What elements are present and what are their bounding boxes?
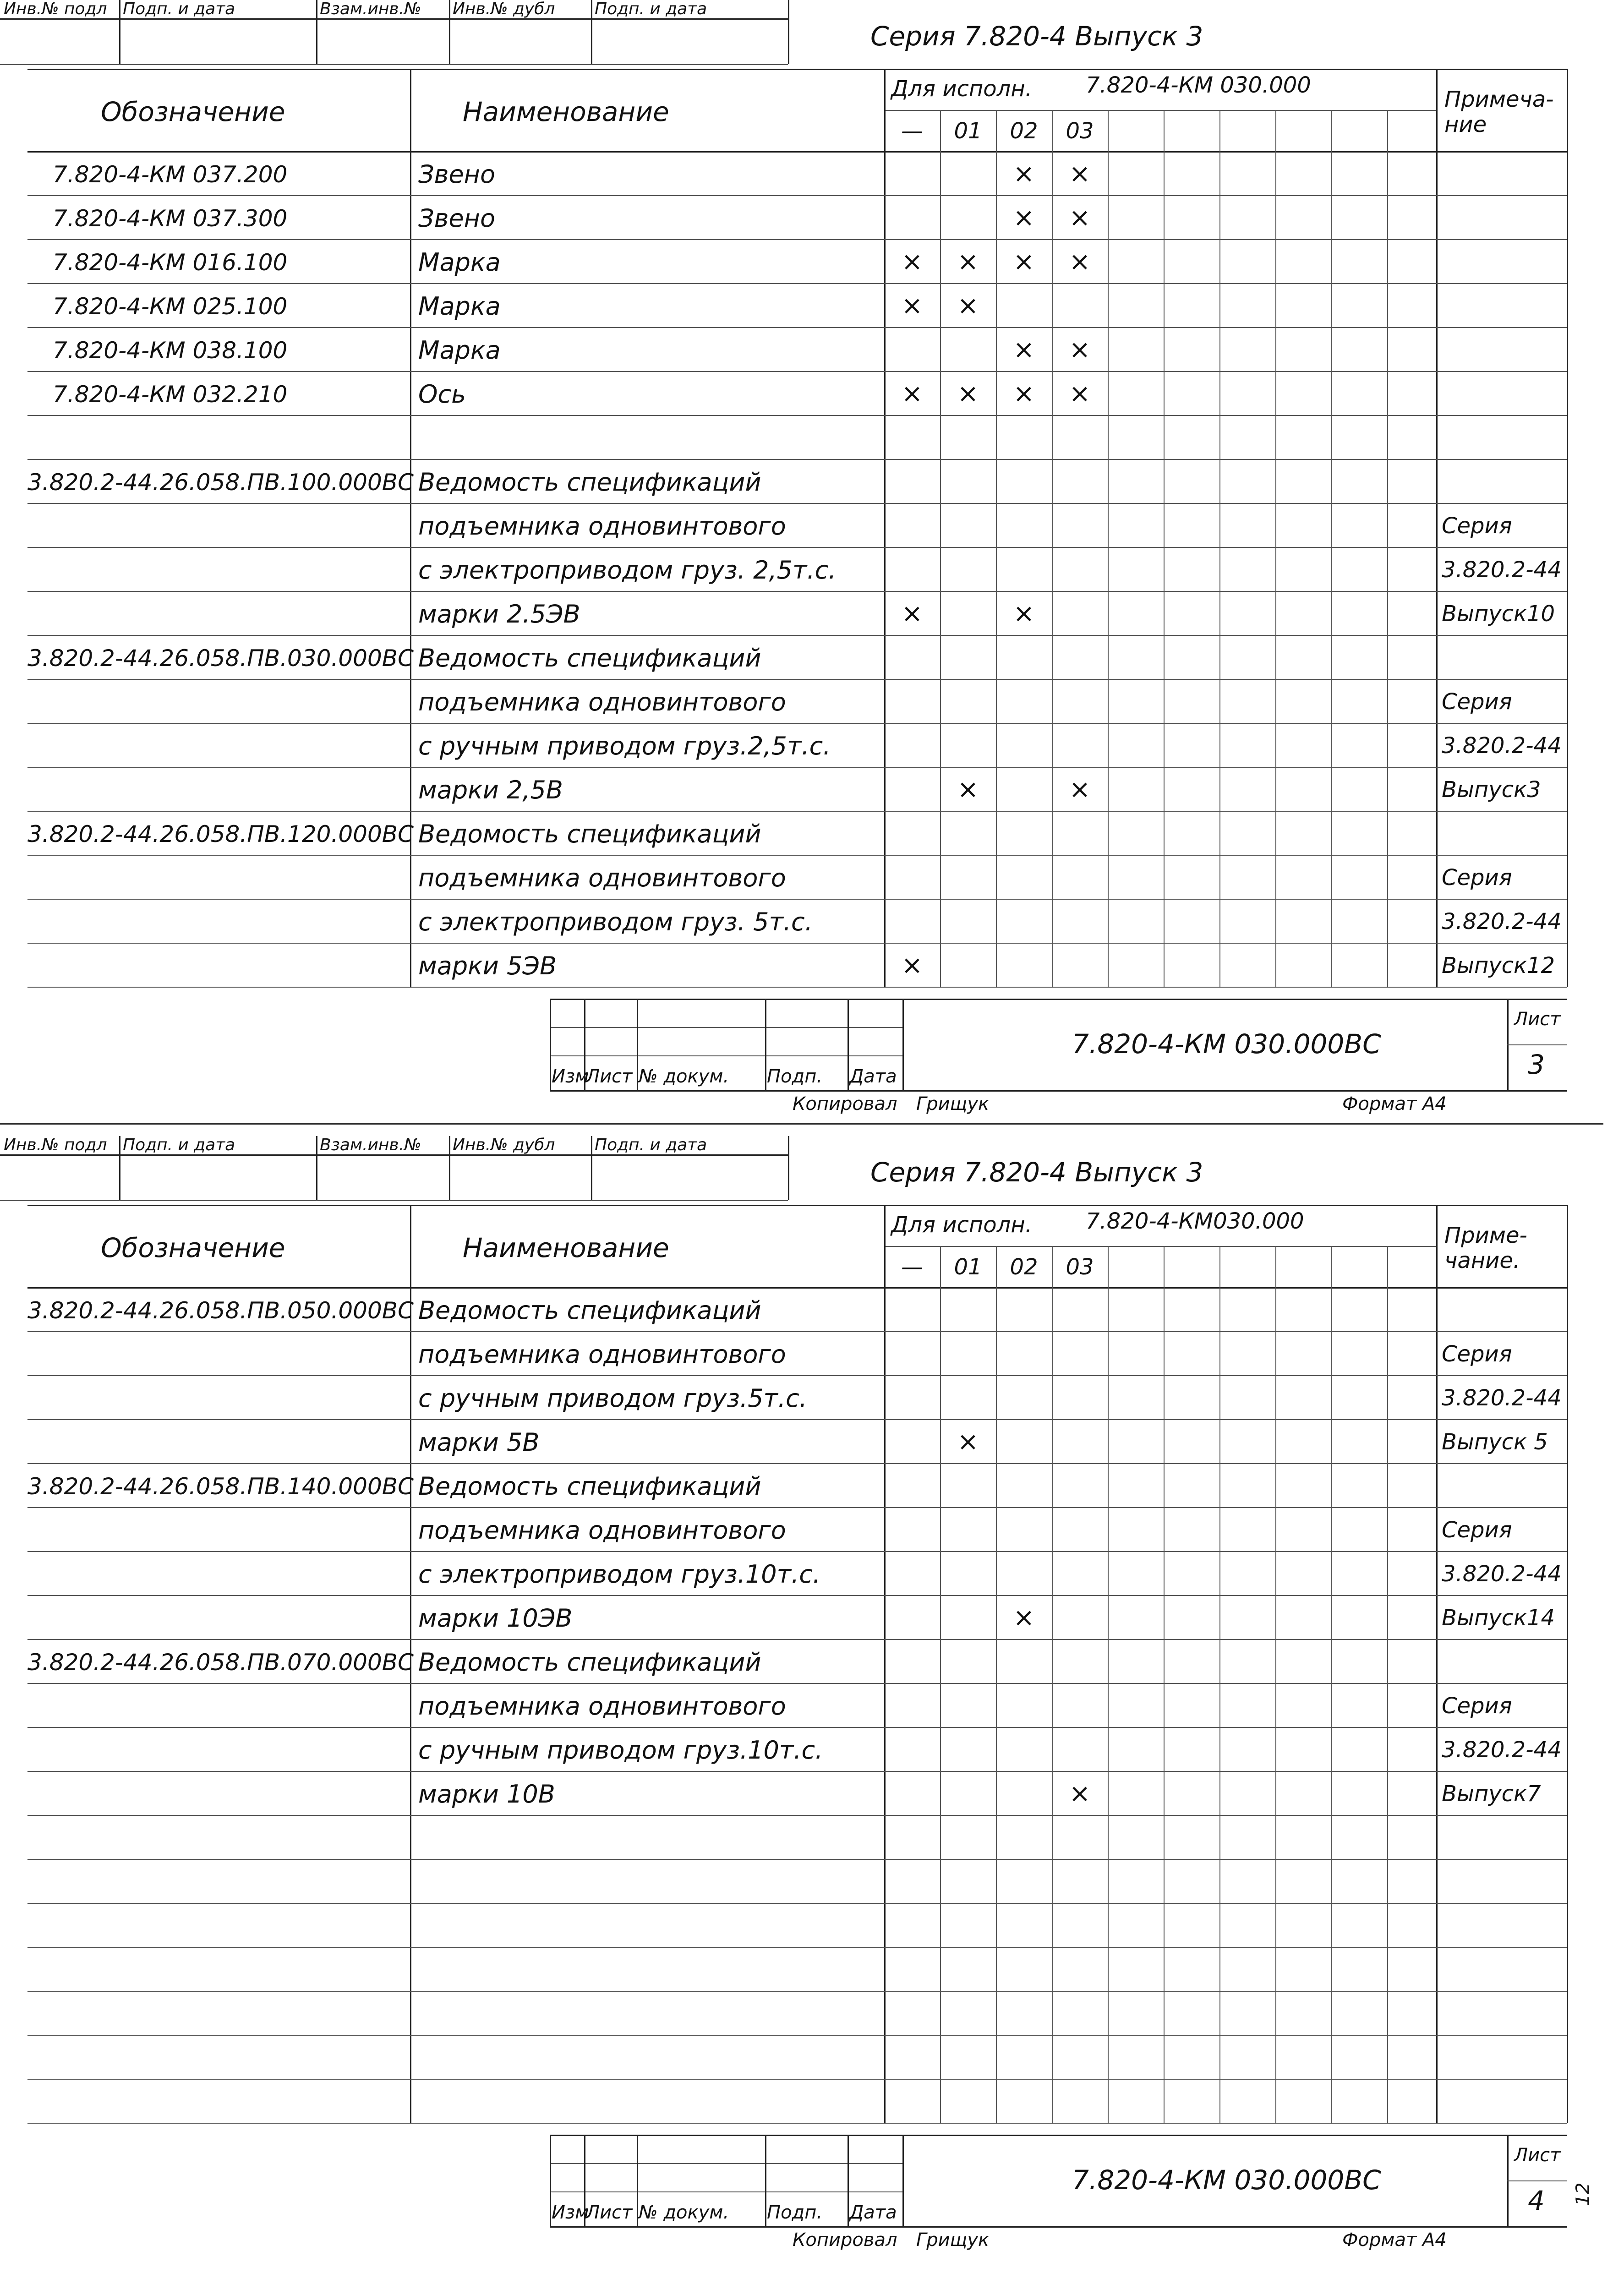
row-designation: 7.820-4-КМ 032.210 (53, 381, 288, 408)
row-note: Выпуск10 (1442, 601, 1555, 627)
row-note: Серия (1442, 689, 1512, 715)
column-header-designation: Обозначение (101, 1232, 285, 1263)
row-version-mark: × (1013, 1603, 1035, 1633)
top-strip-cell: Подп. и дата (595, 1136, 707, 1154)
rule-line (27, 69, 1567, 70)
series-header: Серия 7.820-4 Выпуск 3 (870, 1157, 1203, 1188)
title-block-label: Изм (552, 2202, 589, 2223)
version-header-0: — (901, 118, 923, 144)
rule-line (765, 2135, 766, 2226)
version-header-1: 01 (954, 1254, 982, 1280)
rule-line (884, 110, 1436, 111)
row-note: 3.820.2-44 (1442, 733, 1562, 759)
table-row (27, 2035, 1567, 2079)
title-block-label: Дата (849, 2202, 897, 2223)
version-header-3: 03 (1066, 118, 1094, 144)
row-version-mark: × (1069, 1779, 1091, 1809)
top-strip-cell: Инв.№ подл (4, 1136, 107, 1154)
row-note: 3.820.2-44 (1442, 1385, 1562, 1411)
rule-line (637, 999, 638, 1090)
row-note: Серия (1442, 1341, 1512, 1367)
rule-line (27, 987, 1567, 988)
row-note: Выпуск14 (1442, 1605, 1555, 1631)
row-note: Выпуск3 (1442, 777, 1541, 803)
row-version-mark: × (901, 951, 923, 980)
copied-label: Копировал (793, 1093, 897, 1115)
table-row (27, 855, 1567, 899)
rule-line (550, 1027, 902, 1028)
title-block-doc-code: 7.820-4-КМ 030.000ВС (1072, 2164, 1381, 2196)
row-version-mark: × (901, 247, 923, 277)
table-row (27, 1903, 1567, 1947)
row-designation: 3.820.2-44.26.058.ПВ.100.000ВС (27, 469, 414, 496)
table-row (27, 1859, 1567, 1903)
row-version-mark: × (957, 247, 979, 277)
rule-line (27, 2123, 1567, 2124)
version-header-1: 01 (954, 118, 982, 144)
row-name: подъемника одновинтового (418, 1340, 786, 1369)
row-designation: 7.820-4-КМ 038.100 (53, 337, 288, 364)
row-name: Ведомость спецификаций (418, 1472, 761, 1501)
copied-label: Копировал (793, 2229, 897, 2251)
row-version-mark: × (901, 291, 923, 321)
table-row (27, 1507, 1567, 1551)
row-name: марки 2,5В (418, 776, 563, 804)
rule-line (0, 18, 788, 20)
row-name: марки 2.5ЭВ (418, 600, 580, 628)
row-note: Серия (1442, 865, 1512, 891)
row-version-mark: × (1013, 247, 1035, 277)
title-block-label: Подп. (767, 2202, 823, 2223)
row-name: Марка (418, 292, 501, 321)
copied-by: Грищук (916, 2229, 990, 2251)
row-version-mark: × (1069, 247, 1091, 277)
row-name: Ведомость спецификаций (418, 468, 761, 497)
row-name: Ведомость спецификаций (418, 1648, 761, 1677)
row-name: Ведомость спецификаций (418, 1296, 761, 1325)
table-row (27, 679, 1567, 723)
table-row (27, 943, 1567, 987)
column-header-for-versions: Для исполн. (891, 1212, 1032, 1238)
rule-line (449, 1136, 450, 1200)
row-designation: 7.820-4-КМ 025.100 (53, 293, 288, 320)
rule-line (788, 0, 789, 64)
column-header-note: Примеча-ние (1444, 87, 1554, 138)
column-header-name: Наименование (463, 1232, 669, 1263)
rule-line (119, 1136, 120, 1200)
row-name: марки 10В (418, 1780, 555, 1809)
row-note: Выпуск 5 (1442, 1429, 1548, 1455)
rule-line (316, 1136, 317, 1200)
top-strip-cell: Инв.№ дубл (453, 0, 555, 18)
row-name: подъемника одновинтового (418, 863, 786, 892)
row-name: Ведомость спецификаций (418, 820, 761, 848)
row-version-mark: × (957, 1427, 979, 1457)
column-header-note: Приме-чание. (1444, 1223, 1527, 1274)
version-header-3: 03 (1066, 1254, 1094, 1280)
row-version-mark: × (901, 379, 923, 409)
top-strip-cell: Подп. и дата (123, 1136, 235, 1154)
rule-line (1567, 1205, 1568, 2123)
row-name: с ручным приводом груз.5т.с. (418, 1384, 807, 1413)
rule-line (902, 2135, 904, 2226)
row-version-mark: × (1013, 599, 1035, 628)
top-strip-cell: Взам.инв.№ (320, 0, 421, 18)
row-note: 3.820.2-44 (1442, 557, 1562, 583)
rule-line (0, 1200, 788, 1201)
title-block-label: Лист (586, 2202, 633, 2223)
table-row (27, 1595, 1567, 1639)
rule-line (550, 2135, 1567, 2136)
table-row (27, 1331, 1567, 1375)
title-block-label: Изм (552, 1066, 589, 1087)
column-header-name: Наименование (463, 96, 669, 127)
title-block-label: Подп. (767, 1066, 823, 1087)
title-block-doc-code: 7.820-4-КМ 030.000ВС (1072, 1028, 1381, 1060)
row-version-mark: × (1013, 379, 1035, 409)
row-version-mark: × (1069, 159, 1091, 189)
row-designation: 7.820-4-КМ 037.300 (53, 205, 288, 232)
rule-line (550, 2135, 551, 2226)
row-version-mark: × (957, 775, 979, 804)
row-note: Серия (1442, 1693, 1512, 1719)
column-header-for-versions: Для исполн. (891, 76, 1032, 102)
column-header-doc-code: 7.820-4-КМ030.000 (1086, 1208, 1304, 1234)
row-designation: 7.820-4-КМ 037.200 (53, 161, 288, 188)
rule-line (550, 2163, 902, 2164)
row-designation: 3.820.2-44.26.058.ПВ.070.000ВС (27, 1649, 414, 1676)
table-row (27, 1991, 1567, 2035)
row-version-mark: × (957, 291, 979, 321)
rule-line (1507, 1044, 1567, 1045)
rule-line (449, 0, 450, 64)
side-page-number: 12 (1572, 2182, 1594, 2206)
row-designation: 3.820.2-44.26.058.ПВ.030.000ВС (27, 645, 414, 672)
top-strip-cell: Подп. и дата (123, 0, 235, 18)
row-name: марки 5В (418, 1428, 540, 1457)
version-header-0: — (901, 1254, 923, 1280)
rule-line (591, 1136, 592, 1200)
row-designation: 3.820.2-44.26.058.ПВ.120.000ВС (27, 821, 414, 847)
rule-line (27, 1205, 1567, 1206)
row-name: с электроприводом груз. 5т.с. (418, 907, 813, 936)
row-version-mark: × (1013, 203, 1035, 233)
table-row (27, 1419, 1567, 1463)
row-name: Ось (418, 380, 466, 409)
rule-line (0, 64, 788, 65)
rule-line (550, 999, 1567, 1000)
row-version-mark: × (1069, 335, 1091, 365)
sheet-page-3 (0, 0, 1624, 1127)
row-version-mark: × (1069, 203, 1091, 233)
rule-line (550, 1055, 902, 1056)
rule-line (1567, 69, 1568, 987)
version-header-2: 02 (1010, 118, 1038, 144)
row-version-mark: × (957, 379, 979, 409)
sheet-label: Лист (1514, 2145, 1561, 2166)
table-row (27, 2079, 1567, 2123)
row-designation: 3.820.2-44.26.058.ПВ.140.000ВС (27, 1473, 414, 1500)
rule-line (765, 999, 766, 1090)
title-block-label: № докум. (639, 2202, 729, 2223)
sheet-label: Лист (1514, 1009, 1561, 1030)
sheet-page-4 (0, 1136, 1624, 2263)
rule-line (1507, 2180, 1567, 2181)
row-name: Ведомость спецификаций (418, 644, 761, 672)
row-name: подъемника одновинтового (418, 688, 786, 716)
table-row (27, 1815, 1567, 1859)
version-header-2: 02 (1010, 1254, 1038, 1280)
row-note: 3.820.2-44 (1442, 1737, 1562, 1763)
title-block-label: № докум. (639, 1066, 729, 1087)
title-block-label: Дата (849, 1066, 897, 1087)
sheet-number: 3 (1528, 1049, 1545, 1080)
rule-line (848, 999, 849, 1090)
row-name: Звено (418, 204, 496, 233)
rule-line (902, 999, 904, 1090)
row-note: Выпуск12 (1442, 953, 1555, 978)
top-strip-cell: Инв.№ дубл (453, 1136, 555, 1154)
rule-line (550, 1090, 1567, 1092)
format-label: Формат А4 (1342, 2229, 1447, 2251)
top-strip-cell: Взам.инв.№ (320, 1136, 421, 1154)
rule-line (884, 1246, 1436, 1247)
row-name: Марка (418, 336, 501, 365)
rule-line (119, 0, 120, 64)
row-version-mark: × (1069, 775, 1091, 804)
row-designation: 7.820-4-КМ 016.100 (53, 249, 288, 276)
row-name: Марка (418, 248, 501, 277)
rule-line (550, 2226, 1567, 2228)
title-block-label: Лист (586, 1066, 633, 1087)
row-note: 3.820.2-44 (1442, 1561, 1562, 1587)
table-row (27, 415, 1567, 459)
rule-line (591, 0, 592, 64)
row-name: подъемника одновинтового (418, 512, 786, 541)
rule-line (848, 2135, 849, 2226)
format-label: Формат А4 (1342, 1093, 1447, 1115)
rule-line (788, 1136, 789, 1200)
row-designation: 3.820.2-44.26.058.ПВ.050.000ВС (27, 1297, 414, 1324)
row-version-mark: × (1013, 159, 1035, 189)
table-row (27, 1947, 1567, 1991)
rule-line (550, 999, 551, 1090)
row-name: с ручным приводом груз.10т.с. (418, 1736, 823, 1765)
row-version-mark: × (1069, 379, 1091, 409)
rule-line (0, 1154, 788, 1156)
rule-line (316, 0, 317, 64)
row-name: марки 10ЭВ (418, 1604, 573, 1633)
table-row (27, 591, 1567, 635)
row-note: Серия (1442, 513, 1512, 539)
row-version-mark: × (1013, 335, 1035, 365)
rule-line (550, 2191, 902, 2192)
table-row (27, 767, 1567, 811)
row-name: с электроприводом груз.10т.с. (418, 1560, 821, 1589)
row-note: 3.820.2-44 (1442, 909, 1562, 934)
row-name: с ручным приводом груз.2,5т.с. (418, 732, 831, 760)
row-name: марки 5ЭВ (418, 951, 557, 980)
table-row (27, 503, 1567, 547)
column-header-designation: Обозначение (101, 96, 285, 127)
series-header: Серия 7.820-4 Выпуск 3 (870, 21, 1203, 52)
rule-line (637, 2135, 638, 2226)
row-note: Выпуск7 (1442, 1781, 1541, 1807)
sheet-number: 4 (1528, 2185, 1545, 2216)
sheet-divider (0, 1123, 1603, 1125)
row-name: Звено (418, 160, 496, 189)
table-row (27, 1771, 1567, 1815)
row-name: подъемника одновинтового (418, 1692, 786, 1721)
row-note: Серия (1442, 1517, 1512, 1543)
top-strip-cell: Подп. и дата (595, 0, 707, 18)
row-name: подъемника одновинтового (418, 1516, 786, 1545)
column-header-doc-code: 7.820-4-КМ 030.000 (1086, 72, 1311, 98)
copied-by: Грищук (916, 1093, 990, 1115)
row-name: с электроприводом груз. 2,5т.с. (418, 556, 837, 585)
row-version-mark: × (901, 599, 923, 628)
table-row (27, 1683, 1567, 1727)
top-strip-cell: Инв.№ подл (4, 0, 107, 18)
